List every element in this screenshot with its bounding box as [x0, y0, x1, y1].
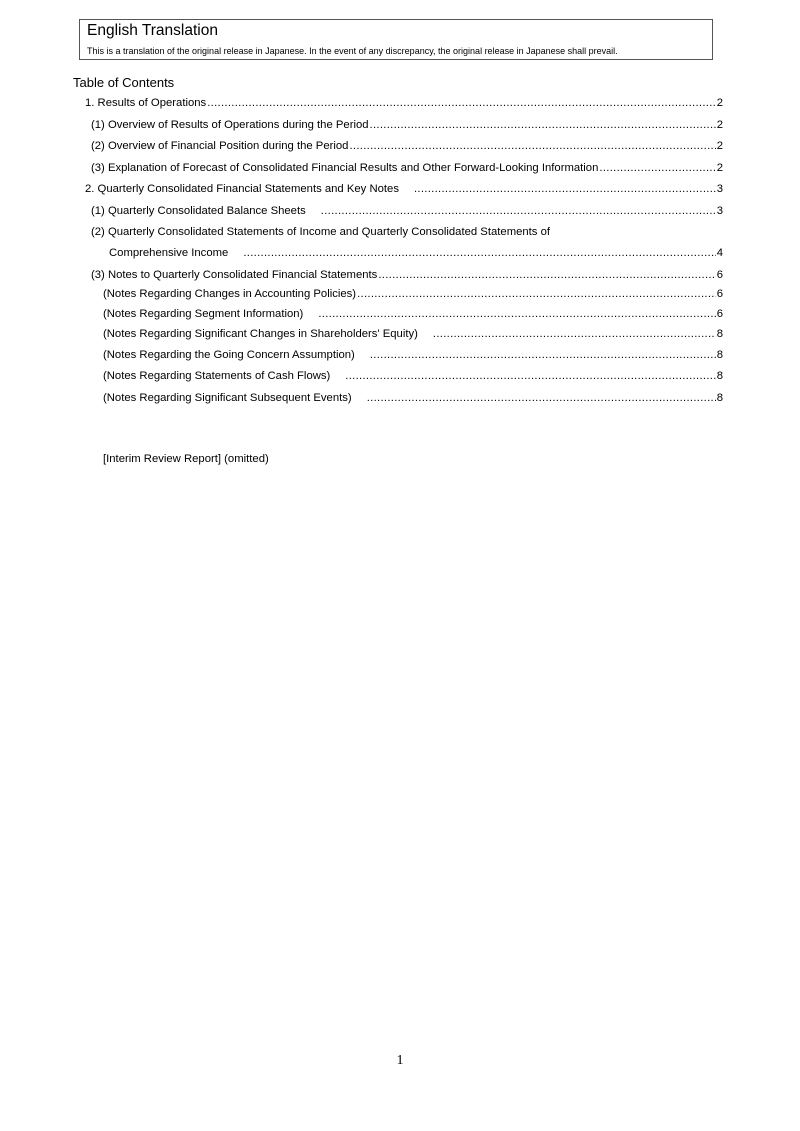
toc-entry-label: (Notes Regarding Statements of Cash Flows): [103, 370, 331, 382]
toc-entry-label: (Notes Regarding Significant Changes in Shareholders' Equity): [103, 328, 418, 340]
leader-dots: [207, 96, 716, 110]
toc-entry[interactable]: [91, 118, 723, 132]
toc-entry[interactable]: [103, 307, 723, 321]
toc-entry-page: 8: [716, 328, 723, 340]
toc-entry[interactable]: [85, 96, 723, 110]
toc-entry-page: 3: [716, 183, 723, 195]
toc-entry-page: 6: [716, 269, 723, 281]
leader-dots: [414, 182, 716, 196]
toc-entry-page: 8: [716, 392, 723, 404]
toc-entry-label: 2. Quarterly Consolidated Financial Statements and Key Notes: [85, 183, 399, 195]
toc-entry-label: (1) Quarterly Consolidated Balance Sheets: [91, 205, 306, 217]
toc-entry-page: 8: [716, 349, 723, 361]
toc-entry-page: 4: [716, 247, 723, 259]
toc-entry[interactable]: [103, 369, 723, 383]
toc-entry-page: 2: [716, 97, 723, 109]
toc-entry[interactable]: [91, 225, 723, 239]
toc-entry[interactable]: [91, 268, 723, 282]
toc-entry-page: 6: [716, 288, 723, 300]
leader-dots: [243, 246, 715, 260]
notice-title: English Translation: [87, 22, 218, 39]
toc-entry-label: (2) Quarterly Consolidated Statements of Income and Quarterly Consolidated Statements of: [91, 226, 551, 238]
toc-entry-label: (1) Overview of Results of Operations during the Period: [91, 119, 369, 131]
translation-notice: [79, 19, 713, 60]
toc-entry-label: (3) Notes to Quarterly Consolidated Financial Statements: [91, 269, 378, 281]
toc-entry-page: 6: [716, 308, 723, 320]
toc-entry[interactable]: [85, 182, 723, 196]
toc-entry-label: 1. Results of Operations: [85, 97, 207, 109]
leader-dots: [357, 287, 716, 301]
page-number: 1: [396, 1053, 404, 1068]
toc-entry[interactable]: [103, 391, 723, 405]
toc-entry[interactable]: [103, 287, 723, 301]
toc-entry[interactable]: [91, 204, 723, 218]
leader-dots: [433, 327, 716, 341]
toc-entry-label: (Notes Regarding Changes in Accounting Policies): [103, 288, 357, 300]
leader-dots: [599, 161, 715, 175]
toc-entry[interactable]: [91, 161, 723, 175]
notice-text: This is a translation of the original release in Japanese. In the event of any discrepancy, the original release in Japanese shall prevail.: [87, 46, 618, 56]
leader-dots: [378, 268, 715, 282]
toc-entry-label: Comprehensive Income: [109, 247, 229, 259]
toc-entry-label: (Notes Regarding Segment Information): [103, 308, 304, 320]
toc-title: Table of Contents: [73, 75, 175, 90]
toc-entry-page: 2: [716, 162, 723, 174]
toc-entry-page: 8: [716, 370, 723, 382]
toc-entry-label: (Notes Regarding Significant Subsequent Events): [103, 392, 352, 404]
toc-entry-page: 3: [716, 205, 723, 217]
leader-dots: [349, 139, 715, 153]
leader-dots: [321, 204, 716, 218]
toc-entry[interactable]: [103, 327, 723, 341]
leader-dots: [370, 348, 716, 362]
toc-entry[interactable]: [103, 348, 723, 362]
toc-entry-label: (Notes Regarding the Going Concern Assumption): [103, 349, 355, 361]
leader-dots: [345, 369, 715, 383]
leader-dots: [318, 307, 715, 321]
toc-entry-label: (2) Overview of Financial Position during the Period: [91, 140, 349, 152]
leader-dots: [370, 118, 716, 132]
toc-entry[interactable]: [91, 139, 723, 153]
leader-dots: [367, 391, 716, 405]
toc-entry-page: 2: [716, 140, 723, 152]
toc-entry-label: (3) Explanation of Forecast of Consolidated Financial Results and Other Forward-Looking Information: [91, 162, 599, 174]
review-report-note: [Interim Review Report] (omitted): [103, 453, 269, 465]
toc-entry[interactable]: [109, 246, 723, 260]
toc-entry-page: 2: [716, 119, 723, 131]
